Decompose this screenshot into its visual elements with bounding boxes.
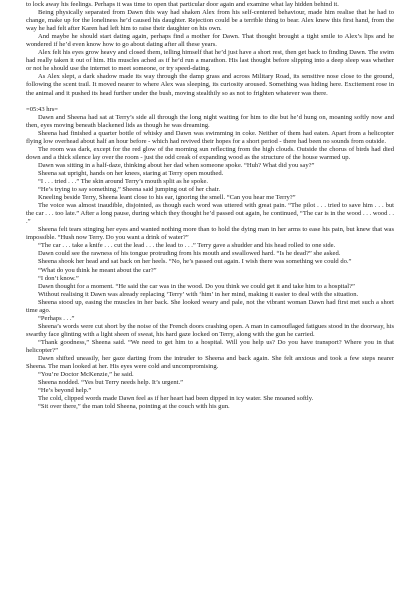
paragraph: Dawn and Sheena had sat at Terry’s side all through the long night waiting for him to die but he’d hung on, moaning softly now and then, eyes moving beneath blackened lids as though he was dreaming. [26, 113, 394, 129]
paragraph: “You’re Doctor McKenzie,” he said. [38, 371, 134, 379]
paragraph: “The car . . . take a knife . . . cut the lead . . . the lead to . . .” Terry gave a shudder and his head rolled to one side. [38, 242, 336, 250]
paragraph: “Perhaps . . .” [38, 314, 75, 322]
paragraph: “He’s beyond help.” [38, 387, 92, 395]
paragraph: “I don’t know.” [38, 274, 79, 282]
paragraph: The cold, clipped words made Dawn feel as if her heart had been dipped in icy water. She moaned softly. [38, 395, 314, 403]
paragraph: Alex felt his eyes grow heavy and closed them, telling himself that he’d just have a short rest, then get back to finding Dawn. The swim had really taken it out of him. His muscles ached as if he’d run a marathon. His last thought before slipping into a deep sleep was whether or not he should use the internet to meet someone, or try speed-dating. [26, 49, 394, 73]
paragraph: The voice was almost inaudible, disjointed, as though each word was uttered with great pain. “The pilot . . . tried to save him . . . but the car . . . too late.” After a long pause, during which they thought he’d passed out again, he continued, “The car is in the wood . . . wood . . .” [26, 202, 394, 226]
paragraph: “Sit over there,” the man told Sheena, pointing at the couch with his gun. [38, 403, 230, 411]
paragraph: Sheena felt tears stinging her eyes and wanted nothing more than to hold the dying man in her arms to ease his pain, but knew that was impossible. “Hush now Terry. Do you want a drink of water?” [26, 226, 394, 242]
paragraph: Dawn thought for a moment. “He said the car was in the wood. Do you think we could get it and take him to a hospital?” [38, 282, 355, 290]
paragraph: “I . . . tried . . .” The skin around Terry’s mouth split as he spoke. [38, 177, 209, 185]
paragraph: Dawn was sitting in a half-daze, thinking about her dad when someone spoke. “Huh? What did you say?” [38, 161, 315, 169]
paragraph: “He’s trying to say something,” Sheena said jumping out of her chair. [38, 186, 221, 194]
scene-break: =05:43 hrs= [26, 105, 58, 113]
paragraph: “What do you think he meant about the car?” [38, 266, 157, 274]
paragraph: Sheena’s words were cut short by the noise of the French doors crashing open. A man in camouflaged fatigues stood in the doorway, his swarthy face glinting with a light sheen of sweat, his hard gaze locked on Terry, along with the gun he carried. [26, 322, 394, 338]
paragraph: Sheena shook her head and sat back on her heels. “No, he’s passed out again. I wish there was something we could do.” [38, 258, 352, 266]
paragraph: Being physically separated from Dawn this way had shaken Alex from his self-centered behaviour, made him realise that he had to change, make up for the loneliness he’d caused his daughter. Rejection could be a terrible thing to bear. Alex knew this first hand, from the way he had felt after Karen had left him to raise their daughter on his own. [26, 9, 394, 33]
paragraph: The room was dark, except for the red glow of the morning sun reflecting from the high clouds. Outside the chorus of birds had died down and a thick silence lay over the room - just the odd creak of expanding wood as the structure of the house warmed up. [26, 145, 394, 161]
paragraph: Kneeling beside Terry, Sheena leant close to his ear, ignoring the smell. “Can you hear me Terry?” [38, 194, 296, 202]
paragraph: Dawn shifted uneasily, her gaze darting from the intruder to Sheena and back again. She felt anxious and took a few steps nearer Sheena. The man looked at her. His eyes were cold and uncompromising. [26, 355, 394, 371]
paragraph: to lock away his feelings. Perhaps it was time to open that particular door again and examine what lay hidden behind it. [26, 1, 339, 8]
paragraph: Sheena had finished a quarter bottle of whisky and Dawn was swimming in coke. Neither of them had eaten. Apart from a helicopter flying low overhead about half an hour before - which had revived their hopes for a short period - there had been no sounds from outside. [26, 129, 394, 145]
paragraph: Dawn could see the rawness of his tongue protruding from his mouth and swallowed hard. “Is he dead?” she asked. [38, 250, 341, 258]
paragraph: “Thank goodness,” Sheena said. “We need to get him to a hospital. Will you help us? Do you have transport? Where you in that helicopter?” [26, 338, 394, 354]
paragraph: As Alex slept, a dark shadow made its way through the damp grass and across Military Road, its sensitive nose close to the ground, following the scent trail. It moved nearer to where Alex was sleeping, its curiosity aroused. Something was hiding here. Excitement rose in the animal and it pushed its head further under the bush, moving stealthily so as not to frighten whatever was there. [26, 73, 394, 97]
paragraph: Sheena sat upright, hands on her knees, staring at Terry open mouthed. [38, 169, 224, 177]
paragraph: Sheena stood up, easing the muscles in her back. She looked weary and pale, not the vibrant woman Dawn had first met such a short time ago. [26, 298, 394, 314]
paragraph: Sheena nodded. “Yes but Terry needs help. It’s urgent.” [38, 379, 183, 387]
paragraph: And maybe he should start dating again, perhaps find a mother for Dawn. That thought brought a tight smile to Alex’s lips and he wondered if he’d even know how to go about dating after all these years. [26, 33, 394, 49]
paragraph: Without realising it Dawn was already replacing ‘Terry’ with ‘him’ in her mind, making it easier to deal with the situation. [38, 290, 359, 298]
